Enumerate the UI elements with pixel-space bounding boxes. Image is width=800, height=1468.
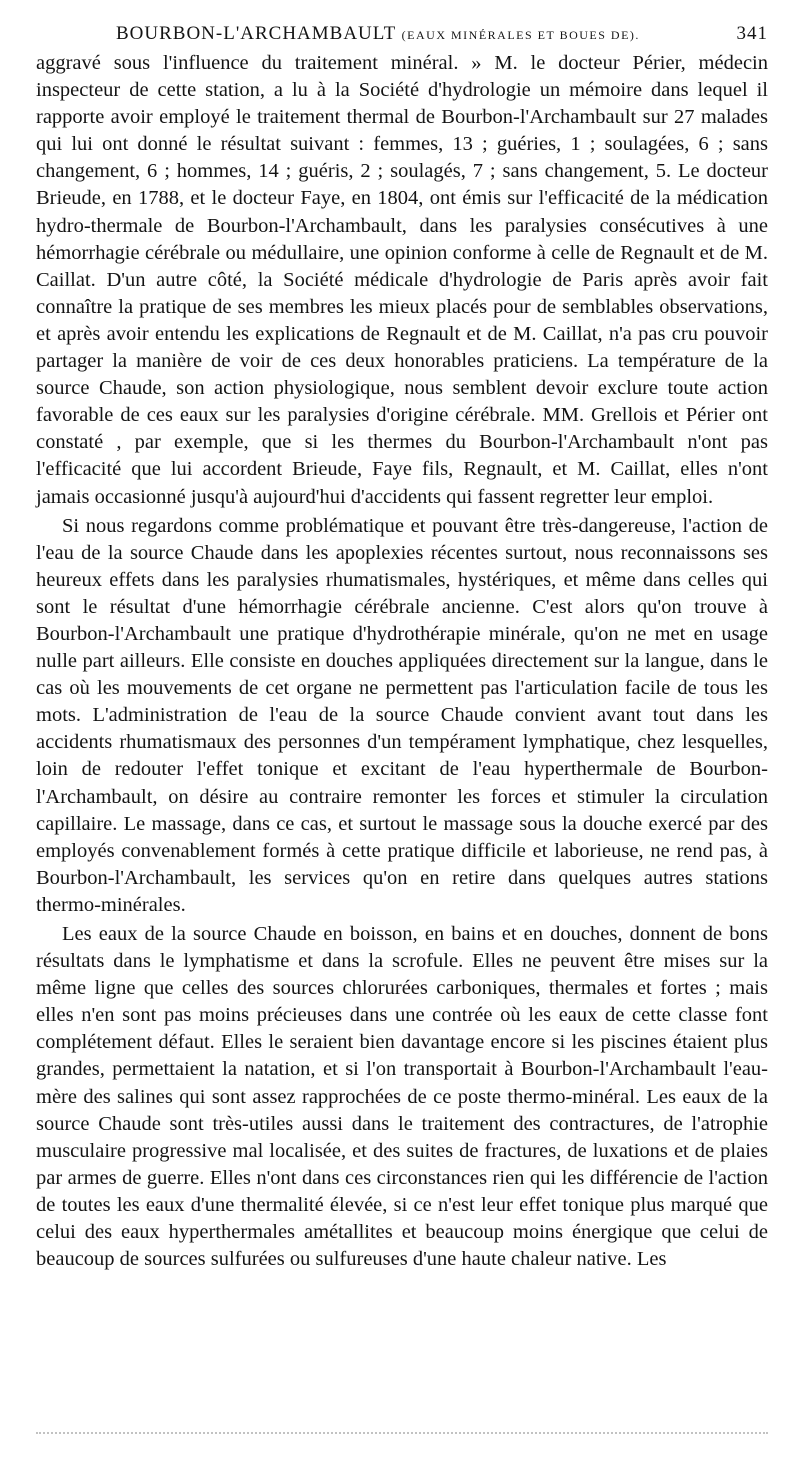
book-page (36, 18, 768, 1273)
running-title (116, 18, 640, 51)
paragraph-2: Si nous regardons comme problématique et pouvant être très-dangereuse, l'action de l'eau de la source Chaude dans les apoplexies récentes surtout, nous reconnaissons ses heureux effets dans les paralysies rhumatismales, hystériques, et même dans celles qui sont le résultat d'une hémorrhagie cérébrale ancienne. C'est alors qu'on trouve à Bourbon-l'Archambault une pratique d'hydrothérapie minérale, qu'on ne met en usage nulle part ailleurs. Elle consiste en douches appliquées directement sur la langue, dans le cas où les mouvements de cet organe ne permettent pas l'articulation facile de tous les mots. L'administration de l'eau de la source Chaude convient avant tout dans les accidents rhumatismaux des personnes d'un tempérament lymphatique, chez lesquelles, loin de redouter l'effet tonique et excitant de l'eau hyperthermale de Bourbon-l'Archambault, on désire au contraire remonter les forces et stimuler la circulation capillaire. Le massage, dans ce cas, et surtout le massage sous la douche exercé par des employés convenablement formés à cette pratique difficile et laborieuse, ne rend pas, à Bourbon-l'Archambault, les services qu'on en retire dans quelques autres stations thermo-minérales. (36, 514, 768, 916)
paragraph-1: aggravé sous l'influence du traitement minéral. » M. le docteur Périer, médecin inspecteur de cette station, a lu à la Société d'hydrologie un mémoire dans lequel il rapporte avoir employé le traitement thermal de Bourbon-l'Archambault sur 27 malades qui lui ont donné le résultat suivant : femmes, 13 ; guéries, 1 ; soulagées, 6 ; sans changement, 6 ; hommes, 14 ; guéris, 2 ; soulagés, 7 ; sans changement, 5. Le docteur Brieude, en 1788, et le docteur Faye, en 1804, ont émis sur l'efficacité de la médication hydro-thermale de Bourbon-l'Archambault, dans les paralysies consécutives à une hémorrhagie cérébrale ou médullaire, une opinion conforme à celle de Regnault et de M. Caillat. D'un autre côté, la Société médicale d'hydrologie de Paris après avoir fait connaître la pratique de ses membres les mieux placés pour de semblables observations, et après avoir entendu les explications de Regnault et de M. Caillat, n'a pas cru pouvoir partager la manière de voir de ces deux honorables praticiens. La température de la source Chaude, son action physiologique, nous semblent devoir exclure toute action favorable de ces eaux sur les paralysies d'origine cérébrale. MM. Grellois et Périer ont constaté , par exemple, que si les thermes du Bourbon-l'Archambault n'ont pas l'efficacité que lui accordent Brieude, Faye fils, Regnault, et M. Caillat, elles n'ont jamais occasionné jusqu'à aujourd'hui d'accidents qui fassent regretter leur emploi. (36, 52, 768, 508)
page-number: 341 (736, 23, 768, 44)
running-head (36, 18, 768, 50)
paragraph-3: Les eaux de la source Chaude en boisson, en bains et en douches, donnent de bons résultats dans le lymphatisme et dans la scrofule. Elles ne peuvent être mises sur la même ligne que celles des sources chlorurées carboniques, thermales et fortes ; mais elles n'en sont pas moins précieuses dans une contrée où les eaux de cette classe font complétement défaut. Elles le seraient bien davantage encore si les piscines étaient plus grandes, permettaient la natation, et si l'on transportait à Bourbon-l'Archambault l'eau-mère des salines qui sont assez rapprochées de ce poste thermo-minéral. Les eaux de la source Chaude sont très-utiles aussi dans le traitement des contractures, de l'atrophie musculaire progressive mal localisée, et des suites de fractures, de luxations et de plaies par armes de guerre. Elles n'ont dans ces circonstances rien qui les différencie de l'action de toutes les eaux d'une thermalité élevée, si ce n'est leur effet tonique plus marqué que celui des eaux hyperthermales amétallites et beaucoup moins énergique que celui de beaucoup de sources sulfurées ou sulfureuses d'une haute chaleur native. Les (36, 923, 768, 1271)
bleed-through-line (36, 1432, 768, 1434)
running-title-main: BOURBON-L'ARCHAMBAULT (116, 23, 396, 44)
body-text (36, 50, 768, 1273)
running-title-subtitle: (EAUX MINÉRALES ET BOUES DE). (401, 28, 640, 42)
